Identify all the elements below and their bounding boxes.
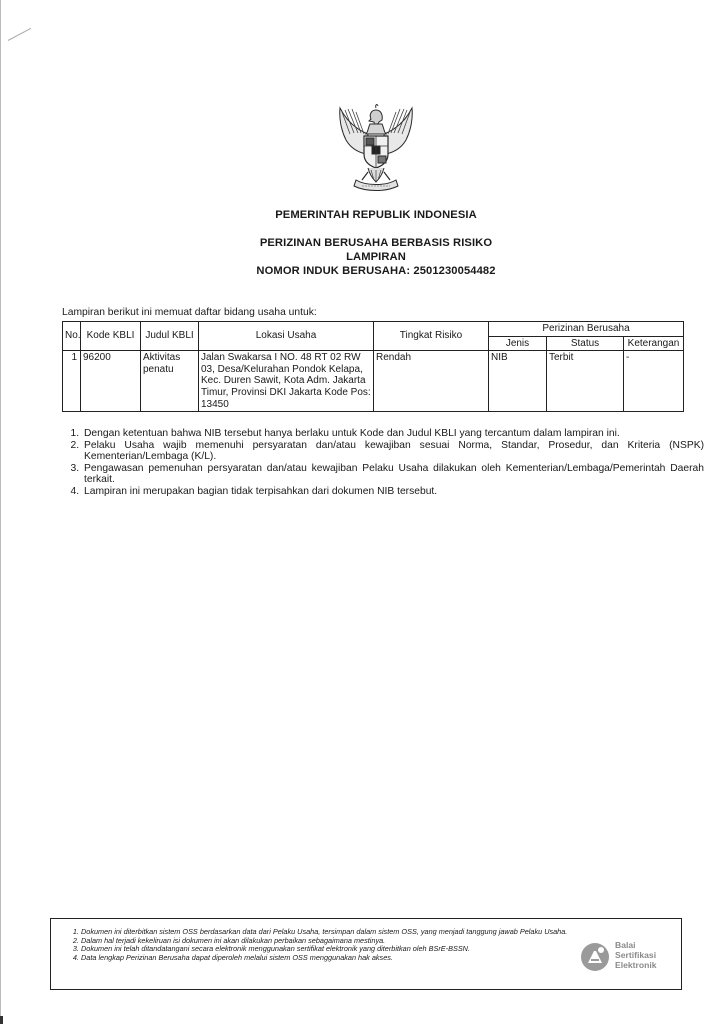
table-row [63, 351, 684, 412]
cell-kode-kbli: 96200 [81, 351, 141, 412]
document-title: PERIZINAN BERUSAHA BERBASIS RISIKO [259, 237, 493, 249]
intro-text: Lampiran berikut ini memuat daftar bidang usaha untuk: [62, 307, 317, 318]
cell-judul-kbli: Aktivitas penatu [141, 351, 199, 412]
footer-note-item: 1. Dokumen ini diterbitkan sistem OSS berdasarkan data dari Pelaku Usaha, tersimpan dalam sistem OSS, yang menjadi tanggung jawab Pelaku Usaha. [81, 928, 601, 937]
footer-note-item: 2. Dalam hal terjadi kekeliruan isi dokumen ini akan dilakukan perbaikan sebagaimana mestinya. [81, 937, 601, 946]
header-status: Status [547, 336, 624, 351]
footer-note-item: 3. Dokumen ini telah ditandatangani secara elektronik menggunakan sertifikat elektronik yang diterbitkan oleh BSrE-BSSN. [81, 945, 601, 954]
bsre-logo-icon [579, 941, 611, 973]
document-subtitle: LAMPIRAN [346, 251, 406, 263]
government-heading: PEMERINTAH REPUBLIK INDONESIA [275, 209, 477, 221]
cell-lokasi-usaha: Jalan Swakarsa I NO. 48 RT 02 RW 03, Desa/Kelurahan Pondok Kelapa, Kec. Duren Sawit, Kota Adm. Jakarta Timur, Provinsi DKI Jakarta Kode Pos: 13450 [199, 351, 374, 412]
header-keterangan: Keterangan [624, 336, 684, 351]
note-item: 2. Pelaku Usaha wajib memenuhi persyaratan dan/atau kewajiban sesuai Norma, Standar, Prosedur, dan Kriteria (NSPK) Kementerian/Lembaga (K/L). [82, 440, 704, 463]
note-item: 3. Pengawasan pemenuhan persyaratan dan/atau kewajiban Pelaku Usaha dilakukan oleh Kementerian/Lembaga/Pemerintah Daerah terkait. [82, 463, 704, 486]
header-no: No. [63, 322, 81, 351]
bsre-logo [579, 939, 679, 975]
header-jenis: Jenis [489, 336, 547, 351]
header-kode-kbli: Kode KBLI [81, 322, 141, 351]
footer-notes-list [51, 928, 601, 962]
bsre-logo-text [615, 941, 657, 970]
kbli-table [62, 321, 684, 412]
header-lokasi-usaha: Lokasi Usaha [199, 322, 374, 351]
scan-artifact-left [0, 0, 1, 1024]
scan-artifact-top [8, 28, 31, 41]
cell-jenis: NIB [489, 351, 547, 412]
note-item: 1. Dengan ketentuan bahwa NIB tersebut hanya berlaku untuk Kode dan Judul KBLI yang tercantum dalam lampiran ini. [82, 428, 704, 440]
header-perizinan-berusaha: Perizinan Berusaha [489, 322, 684, 337]
nib-number: NOMOR INDUK BERUSAHA: 2501230054482 [256, 265, 496, 277]
scan-artifact-bottom [0, 1016, 3, 1024]
bsre-line-2: Sertifikasi [615, 949, 657, 960]
cell-no: 1 [63, 351, 81, 412]
footer-box [50, 918, 682, 990]
bsre-line-1: Balai [615, 940, 636, 950]
garuda-emblem-icon [330, 100, 422, 196]
footer-note-item: 4. Data lengkap Perizinan Berusaha dapat diperoleh melalui sistem OSS menggunakan hak akses. [81, 954, 601, 963]
bsre-line-3: Elektronik [615, 959, 657, 970]
header-tingkat-risiko: Tingkat Risiko [374, 322, 489, 351]
cell-status: Terbit [547, 351, 624, 412]
notes-list [62, 428, 704, 498]
cell-keterangan: - [624, 351, 684, 412]
header-judul-kbli: Judul KBLI [141, 322, 199, 351]
note-item: 4. Lampiran ini merupakan bagian tidak terpisahkan dari dokumen NIB tersebut. [82, 486, 704, 498]
cell-tingkat-risiko: Rendah [374, 351, 489, 412]
